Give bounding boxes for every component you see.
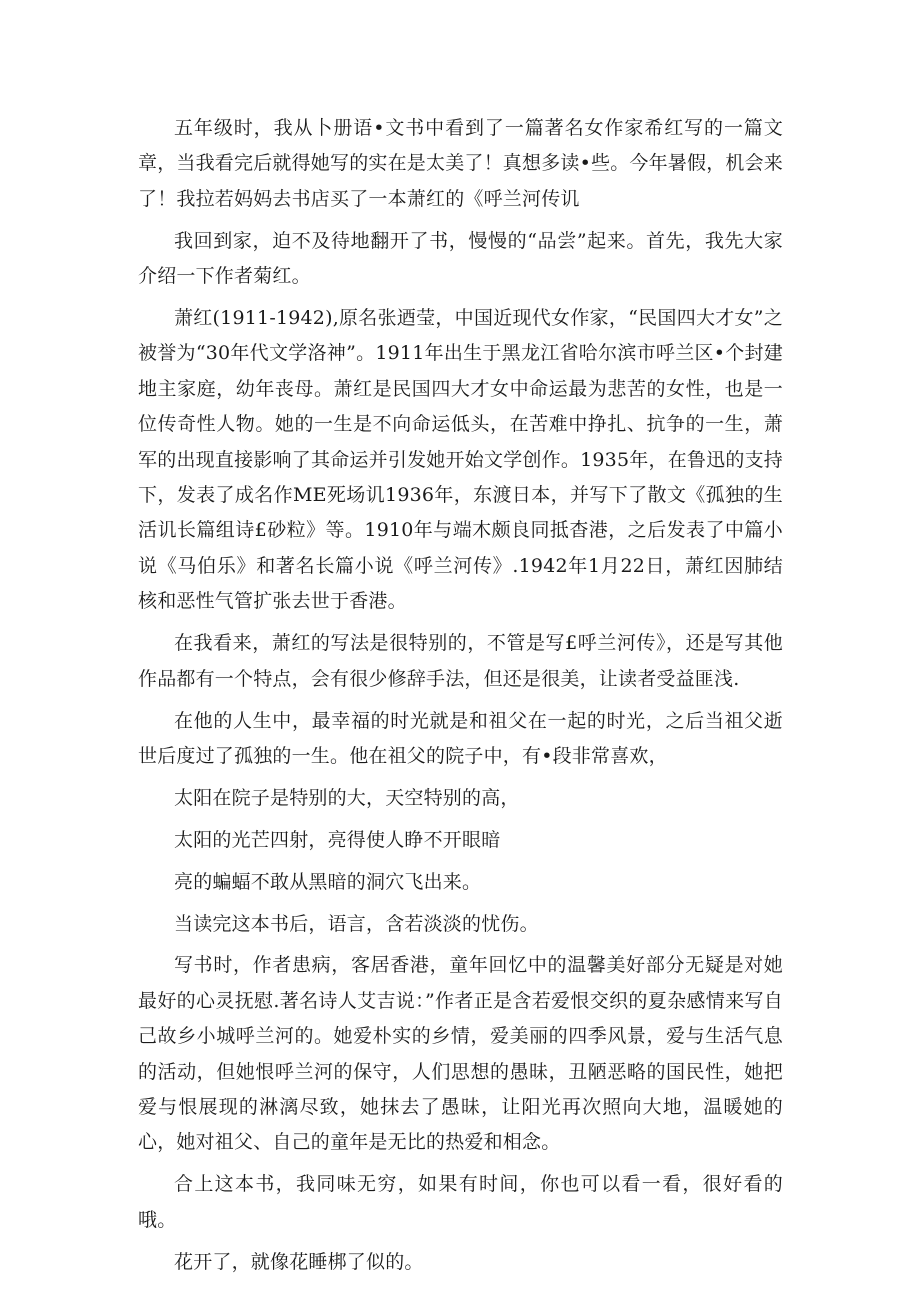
paragraph-quote-line-3: 亮的蝙蝠不敢从黑暗的洞穴飞出来。 <box>174 870 482 893</box>
paragraph-quote-line-1: 太阳在院子是特别的大，天空特别的高， <box>174 786 520 809</box>
paragraph-after-reading: 当读完这本书后，语言，含若淡淡的忧伤。 <box>174 912 539 935</box>
paragraph-analysis: 写书时，作者患病，客居香港，童年回忆中的温馨美好部分无疑是对她最好的心灵抚慰.著名诗人艾吉说：”作者正是含若爱恨交织的夏杂感情来写自己故乡小城呼兰河的。她爱朴实的乡情，爱美丽的四季风景，爱与生活气息的活动，但她恨呼兰河的保守，人们思想的愚昧，丑陋恶略的国民性，她把爱与恨展现的淋漓尽致，她抹去了愚昧，让阳光再次照向大地，温暖她的心，她对祖父、自己的童年是无比的热爱和相念。 <box>138 954 783 1154</box>
paragraph-quote-line-2: 太阳的光芒四射，亮得使人睁不开眼暗 <box>174 828 501 851</box>
paragraph-closing: 花开了，就像花睡梆了似的。 <box>174 1250 424 1273</box>
paragraph-start-reading: 我回到家，迫不及待地翻开了书，慢慢的“品尝”起来。首先，我先大家介绍一下作者菊红。 <box>138 229 783 288</box>
paragraph-writing-style: 在我看来，萧红的写法是很特别的，不管是写£呼兰河传》，还是写其他作品都有一个特点，会有很少修辞手法，但还是很美，让读者受益匪浅. <box>138 632 783 690</box>
paragraph-conclusion: 合上这本书，我同味无穷，如果有时间，你也可以看一看，很好看的哦。 <box>138 1173 783 1231</box>
paragraph-grandfather: 在他的人生中，最幸福的时光就是和祖父在一起的时光，之后当祖父逝世后度过了孤独的一生。他在祖父的院子中，有•段非常喜欢， <box>138 709 783 767</box>
paragraph-author-bio: 萧红(1911-1942),原名张迺莹，中国近现代女作家，“民国四大才女”之被誉为“30年代文学洛神”。1911年出生于黑龙江省哈尔滨市呼兰区•个封建地主家庭，幼年丧母。萧红是民国四大才女中命运最为悲苦的女性，也是一位传奇性人物。她的一生是不向命运低头，在苦难中挣扎、抗争的一生，萧军的出现直接影响了其命运并引发她开始文学创作。1935年，在鲁迅的支持下，发表了成名作ME死场讥1936年，东渡日本，并写下了散文《孤独的生活讥长篇组诗£砂粒》等。1910年与端木颇良同抵杳港，之后发表了中篇小说《马伯乐》和著名长篇小说《呼兰河传》.1942年1月22日，萧红因肺结核和恶性气管扩张去世于香港。 <box>138 307 783 613</box>
paragraph-intro: 五年级时，我从卜册语•文书中看到了一篇著名女作家希红写的一篇文章，当我看完后就得她写的实在是太美了！真想多读•些。今年暑假，机会来了！我拉若妈妈去书店买了一本萧红的《呼兰河传讥 <box>138 117 784 210</box>
article-body <box>138 111 783 1287</box>
